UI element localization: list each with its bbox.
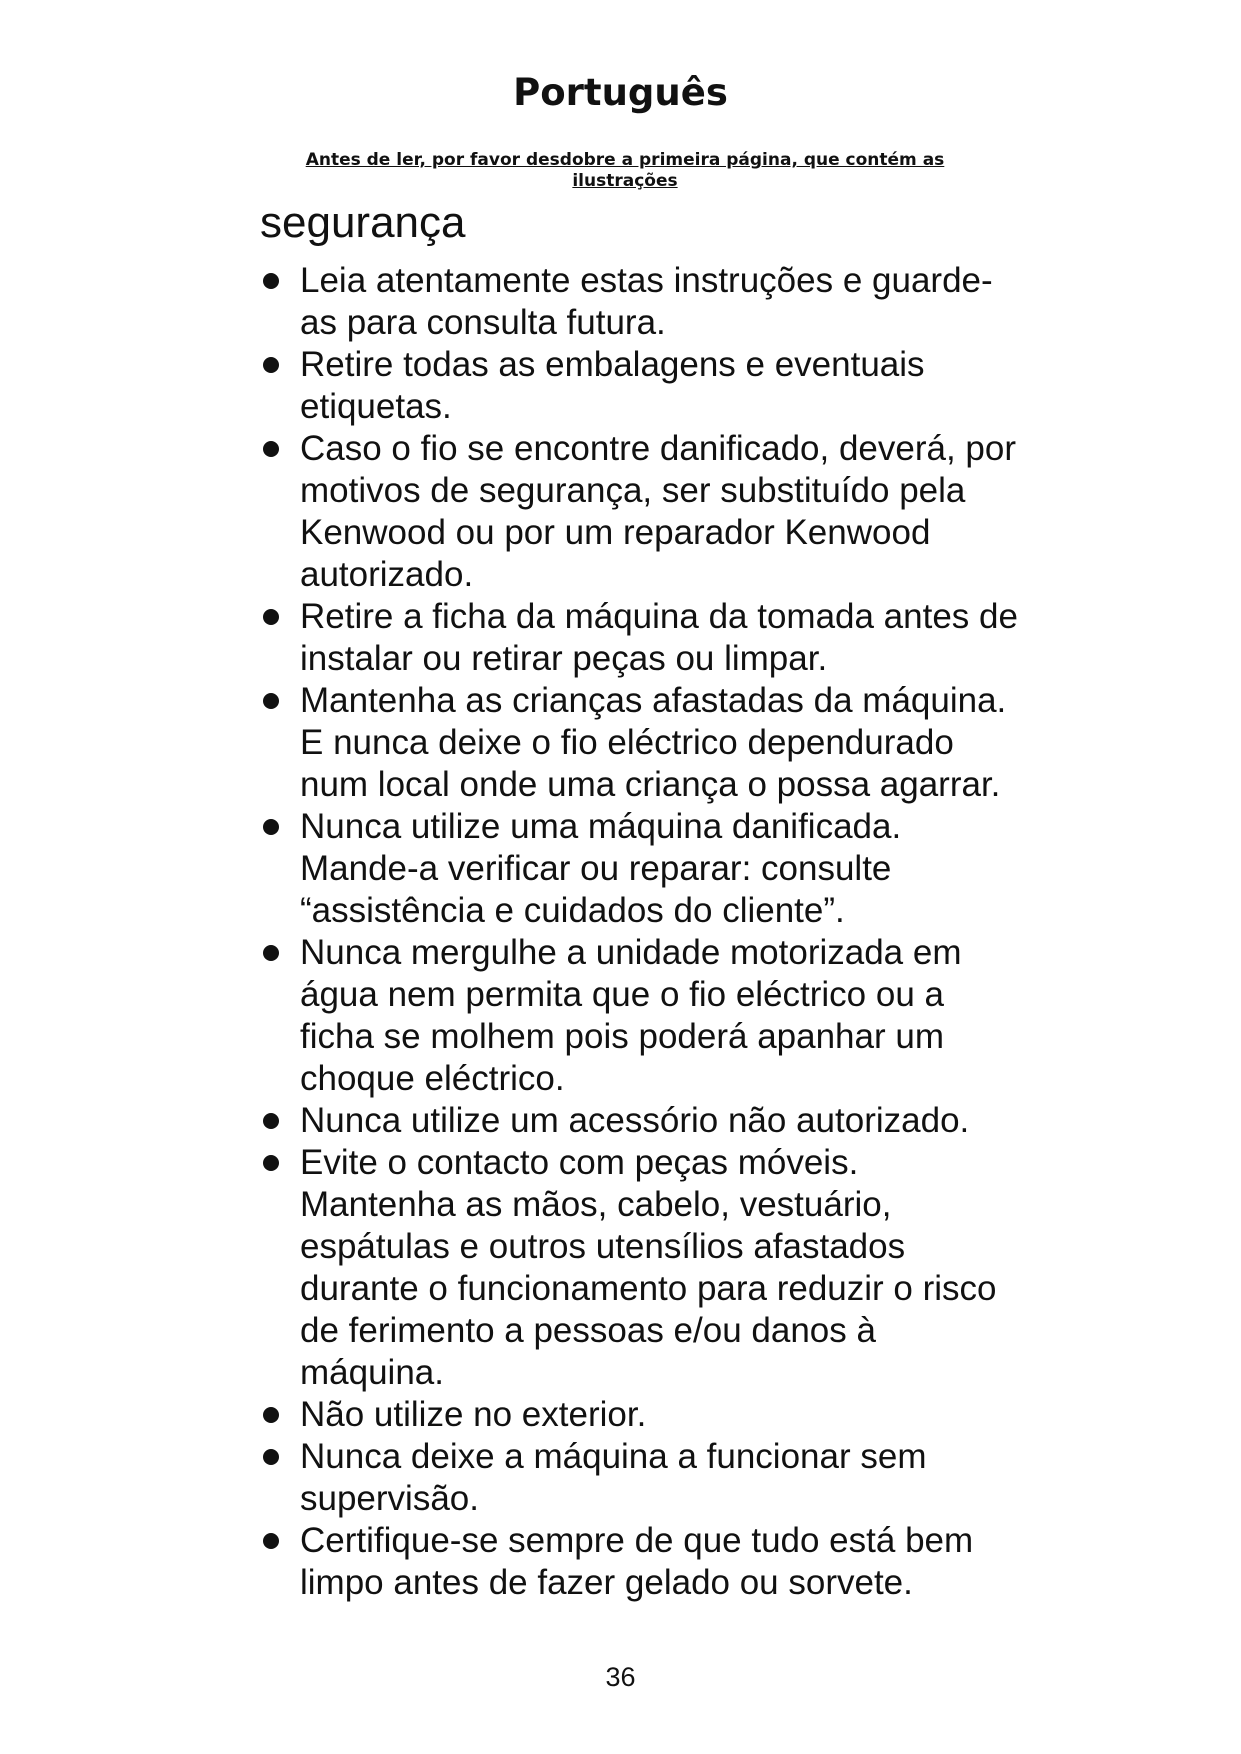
list-item-text: Retire a ficha da máquina da tomada antes de instalar ou retirar peças ou limpar.: [300, 597, 1018, 678]
bullet-icon: [263, 1407, 279, 1423]
list-item: [260, 1100, 1020, 1142]
list-item: [260, 1520, 1020, 1604]
list-item-text: Retire todas as embalagens e eventuais etiquetas.: [300, 345, 925, 426]
list-item-text: Leia atentamente estas instruções e guarde-as para consulta futura.: [300, 261, 993, 342]
bullet-icon: [263, 609, 279, 625]
bullet-icon: [263, 1449, 279, 1465]
list-item: [260, 596, 1020, 680]
safety-list: [260, 260, 1020, 1604]
bullet-icon: [263, 273, 279, 289]
bullet-icon: [263, 945, 279, 961]
list-item: [260, 344, 1020, 428]
list-item-text: Nunca utilize uma máquina danificada. Mande-a verificar ou reparar: consulte “assistência e cuidados do cliente”.: [300, 807, 902, 930]
page-number: 36: [605, 1662, 636, 1692]
list-item: [260, 1436, 1020, 1520]
bullet-icon: [263, 1533, 279, 1549]
page-title: Português: [513, 71, 728, 114]
list-item-text: Certifique-se sempre de que tudo está bem limpo antes de fazer gelado ou sorvete.: [300, 1521, 974, 1602]
bullet-icon: [263, 1155, 279, 1171]
unfold-notice: Antes de ler, por favor desdobre a primeira página, que contém as ilustrações: [305, 150, 945, 191]
list-item: [260, 1142, 1020, 1394]
list-item: [260, 428, 1020, 596]
list-item: [260, 932, 1020, 1100]
list-item-text: Nunca mergulhe a unidade motorizada em água nem permita que o fio eléctrico ou a ficha se molhem pois poderá apanhar um choque eléctrico.: [300, 933, 962, 1098]
bullet-icon: [263, 1113, 279, 1129]
list-item: [260, 806, 1020, 932]
section-title: segurança: [260, 198, 466, 247]
list-item-text: Evite o contacto com peças móveis. Mantenha as mãos, cabelo, vestuário, espátulas e outros utensílios afastados durante o funcionamento para reduzir o risco de ferimento a pessoas e/ou danos à máquina.: [300, 1143, 997, 1392]
list-item-text: Não utilize no exterior.: [300, 1395, 647, 1434]
list-item-text: Mantenha as crianças afastadas da máquina. E nunca deixe o fio eléctrico dependurado num local onde uma criança o possa agarrar.: [300, 681, 1007, 804]
list-item: [260, 680, 1020, 806]
list-item: [260, 260, 1020, 344]
bullet-icon: [263, 357, 279, 373]
list-item-text: Nunca deixe a máquina a funcionar sem supervisão.: [300, 1437, 927, 1518]
bullet-icon: [263, 441, 279, 457]
list-item-text: Nunca utilize um acessório não autorizado.: [300, 1101, 970, 1140]
bullet-icon: [263, 819, 279, 835]
list-item: [260, 1394, 1020, 1436]
list-item-text: Caso o fio se encontre danificado, deverá, por motivos de segurança, ser substituído pela Kenwood ou por um reparador Kenwood autorizado.: [300, 429, 1016, 594]
bullet-icon: [263, 693, 279, 709]
